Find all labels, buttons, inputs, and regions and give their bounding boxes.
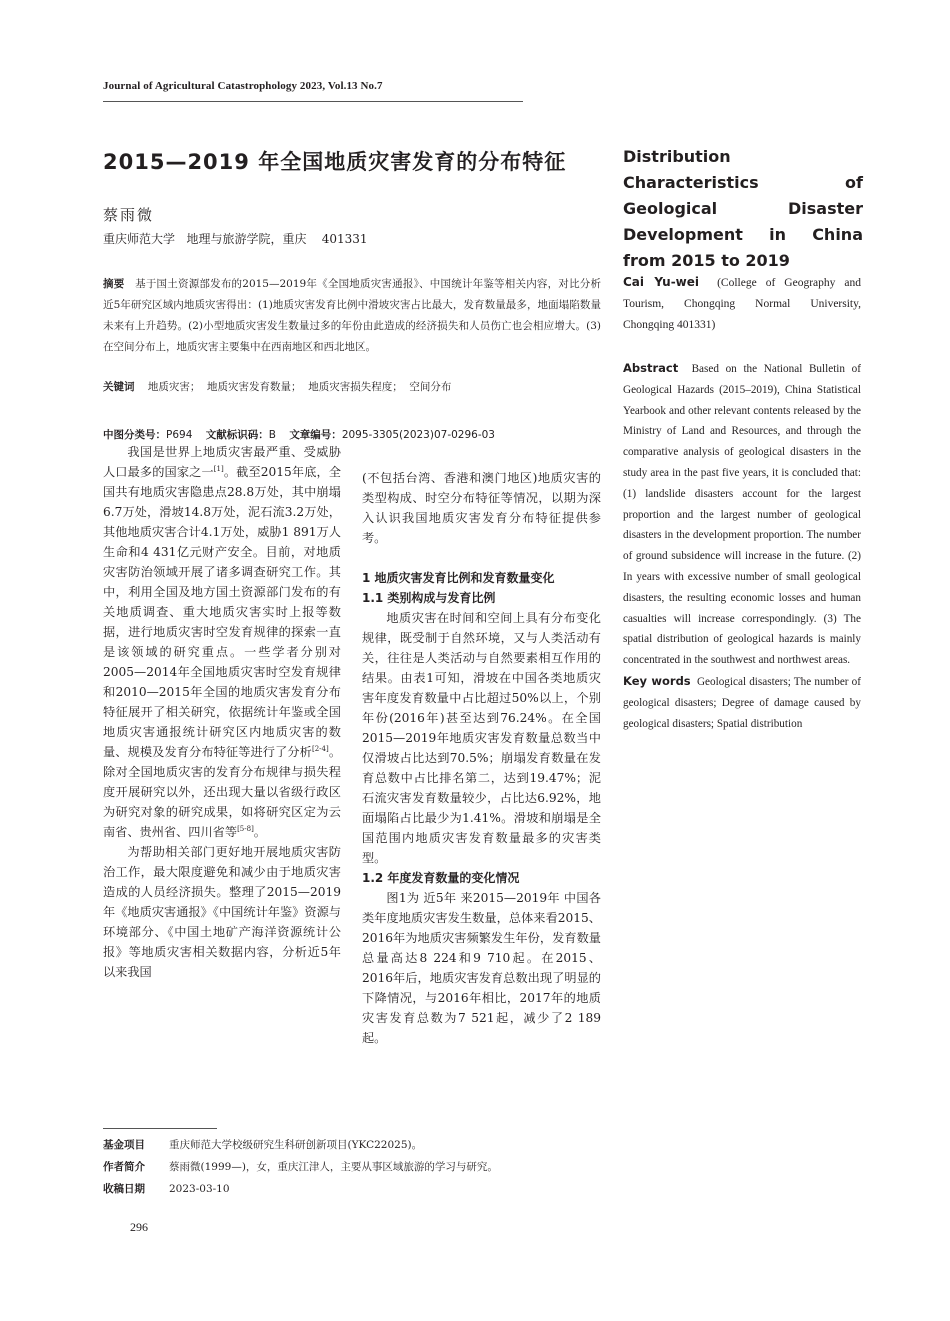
keywords-chinese bbox=[103, 379, 451, 394]
keywords-english: Key words Geological disasters; The number of geological disasters; Degree of damage caused by geological disasters; Spatial distribution bbox=[623, 673, 861, 730]
doc-code-label: 文献标识码： bbox=[205, 429, 269, 441]
article-no-value: 2095-3305(2023)07-0296-03 bbox=[341, 429, 495, 441]
body-paragraph: 为帮助相关部门更好地开展地质灾害防治工作，最大限度避免和减少由于地质灾害造成的人员经济损失。整理了2015—2019年《地质灾害通报》《中国统计年鉴》资源与环境部分、《中国土地矿产海洋资源统计公报》等地质灾害相关数据内容，分析近5年以来我国 bbox=[103, 845, 341, 979]
subsection-heading: 1.2 年度发育数量的变化情况 bbox=[362, 871, 520, 885]
clc-label: 中图分类号： bbox=[103, 429, 166, 441]
page-number: 296 bbox=[130, 1220, 148, 1234]
footnote-author-bio bbox=[103, 1159, 498, 1174]
abstract-english-label: Abstract bbox=[623, 361, 679, 375]
body-paragraph: 我国是世界上地质灾害最严重、受威胁人口最多的国家之一[1]。截至2015年底，全国共有地质灾害隐患点28.8万处，其中崩塌6.7万处，滑坡14.8万处，泥石流3.2万处，其他地质灾害合计4.1万处，威胁1 891万人生命和4 431亿元财产安全。目前，对地质灾害防治领域开展了诸多调查研究工作。其中，利用全国及地方国土资源部门发布的有关地质调查、重大地质灾害实时上报等数据，进行地质灾害时空发育规律的探索一直是该领域的研究重点。一些学者分别对2005—2014年全国地质灾害时空发育规律和2010—2015年全国的地质灾害发育分布特征展开了相关研究，依据统计年鉴或全国地质灾害通报统计研究区内地质灾害的数量、规模及发育分布特征等进行了分析[2-4]。除对全国地质灾害的发育分布规律与损失程度开展研究以外，还出现大量以省级行政区为研究对象的研究成果，如将研究区定为云南省、贵州省、四川省等[5-8]。 bbox=[103, 445, 342, 839]
body-paragraph: 图1为 近5年 来2015—2019年 中国各类年度地质灾害发生数量，总体来看2015、2016年为地质灾害频繁发生年份，发育数量总量高达8 224和9 710起。在2015、2016年后，地质灾害发育总数出现了明显的下降情况，与2016年相比，2017年的地质灾害发育总数为7 521起，减少了2 189起。 bbox=[362, 891, 601, 1045]
bio-label: 作者简介 bbox=[103, 1161, 145, 1173]
citation: [5-8] bbox=[237, 824, 254, 833]
author-chinese: 蔡雨微 bbox=[103, 206, 155, 224]
fund-label: 基金项目 bbox=[103, 1139, 145, 1151]
abstract-chinese bbox=[103, 274, 601, 358]
abstract-label: 摘要 bbox=[103, 278, 125, 290]
subsection-heading: 1.1 类别构成与发育比例 bbox=[362, 591, 496, 605]
date-label: 收稿日期 bbox=[103, 1183, 145, 1195]
author-english-block bbox=[623, 272, 861, 336]
classification-line bbox=[103, 427, 495, 442]
keywords-english-label: Key words bbox=[623, 673, 691, 688]
body-column-left bbox=[103, 442, 341, 982]
title-chinese: 2015—2019 年全国地质灾害发育的分布特征 bbox=[103, 150, 567, 174]
date-text: 2023-03-10 bbox=[169, 1183, 230, 1195]
footnote-divider bbox=[103, 1128, 217, 1129]
affiliation-english: (College of Geography and Tourism, Chongqing Normal University, Chongqing 401331) bbox=[623, 277, 862, 331]
clc-value: P694 bbox=[166, 429, 193, 441]
bio-text: 蔡雨微(1999—)，女，重庆江津人，主要从事区域旅游的学习与研究。 bbox=[169, 1161, 498, 1173]
doc-code-value: B bbox=[268, 429, 276, 441]
footnote-received-date bbox=[103, 1181, 230, 1196]
fund-text: 重庆师范大学校级研究生科研创新项目(YKC22025)。 bbox=[169, 1139, 423, 1151]
title-english: Distribution Characteristics of Geological Disaster Development in China from 2015 to 2019 bbox=[623, 147, 863, 270]
keywords-text: 地质灾害； 地质灾害发育数量； 地质灾害损失程度； 空间分布 bbox=[147, 381, 452, 393]
abstract-text: 基于国土资源部发布的2015—2019年《全国地质灾害通报》、中国统计年鉴等相关内容，对比分析近5年研究区域内地质灾害得出：(1)地质灾害发育比例中滑坡灾害占比最大，发育数量最多，地面塌陷数量未来有上升趋势。(2)小型地质灾害发生数量过多的年份由此造成的经济损失和人员伤亡也会相应增大。(3)在空间分布上，地质灾害主要集中在西南地区和西北地区。 bbox=[103, 278, 602, 353]
article-no-label: 文章编号： bbox=[289, 429, 342, 441]
header-divider bbox=[103, 101, 523, 102]
abstract-english: Abstract Based on the National Bulletin of Geological Hazards (2015–2019), China Statistical Yearbook and other relevant contents released by the Ministry of Land and Resources, and through the comparative analysis of geological disasters in the study area in the past five years, it is concluded that: (1) landslide disasters account for the largest proportion and the largest number of geological disasters in the development proportion. The number of ground subsidence will increase in the future. (2) In years with excessive number of small geological disasters, the resulting economic losses and human casualties will increase correspondingly. (3) The spatial distribution of geological hazards is mainly concentrated in the southwest and northwest areas. bbox=[623, 361, 862, 667]
journal-header: Journal of Agricultural Catastrophology 2023, Vol.13 No.7 bbox=[103, 80, 383, 92]
keywords-label: 关键词 bbox=[103, 381, 135, 393]
abstract-english-block bbox=[623, 358, 861, 734]
body-paragraph: 地质灾害在时间和空间上具有分布变化规律，既受制于自然环境，又与人类活动有关，往往是人类活动与自然要素相互作用的结果。由表1可知，滑坡在中国各类地质灾害年度发育数量中占比超过50%以上，个别年份(2016年)甚至达到76.24%。在全国2015—2019年地质灾害发育数量总数当中仅滑坡占比达到70.5%；崩塌发育数量在发育总数中占比排名第二，达到19.47%；泥石流灾害发育数量较少，占比达6.92%，地面塌陷占比最少为1.41%。滑坡和崩塌是全国范围内地质灾害发育数量最多的灾害类型。 bbox=[362, 611, 601, 865]
footnote-fund bbox=[103, 1137, 422, 1152]
affiliation-chinese: 重庆师范大学 地理与旅游学院，重庆 401331 bbox=[103, 232, 368, 246]
section-heading: 1 地质灾害发育比例和发育数量变化 bbox=[362, 571, 555, 585]
citation: [2-4] bbox=[311, 744, 329, 753]
citation: [1] bbox=[213, 464, 224, 473]
body-column-right bbox=[362, 468, 601, 1048]
author-english: Cai Yu-wei bbox=[623, 275, 700, 289]
body-paragraph: (不包括台湾、香港和澳门地区)地质灾害的类型构成、时空分布特征等情况，以期为深入认识我国地质灾害发育分布特征提供参考。 bbox=[362, 471, 601, 545]
